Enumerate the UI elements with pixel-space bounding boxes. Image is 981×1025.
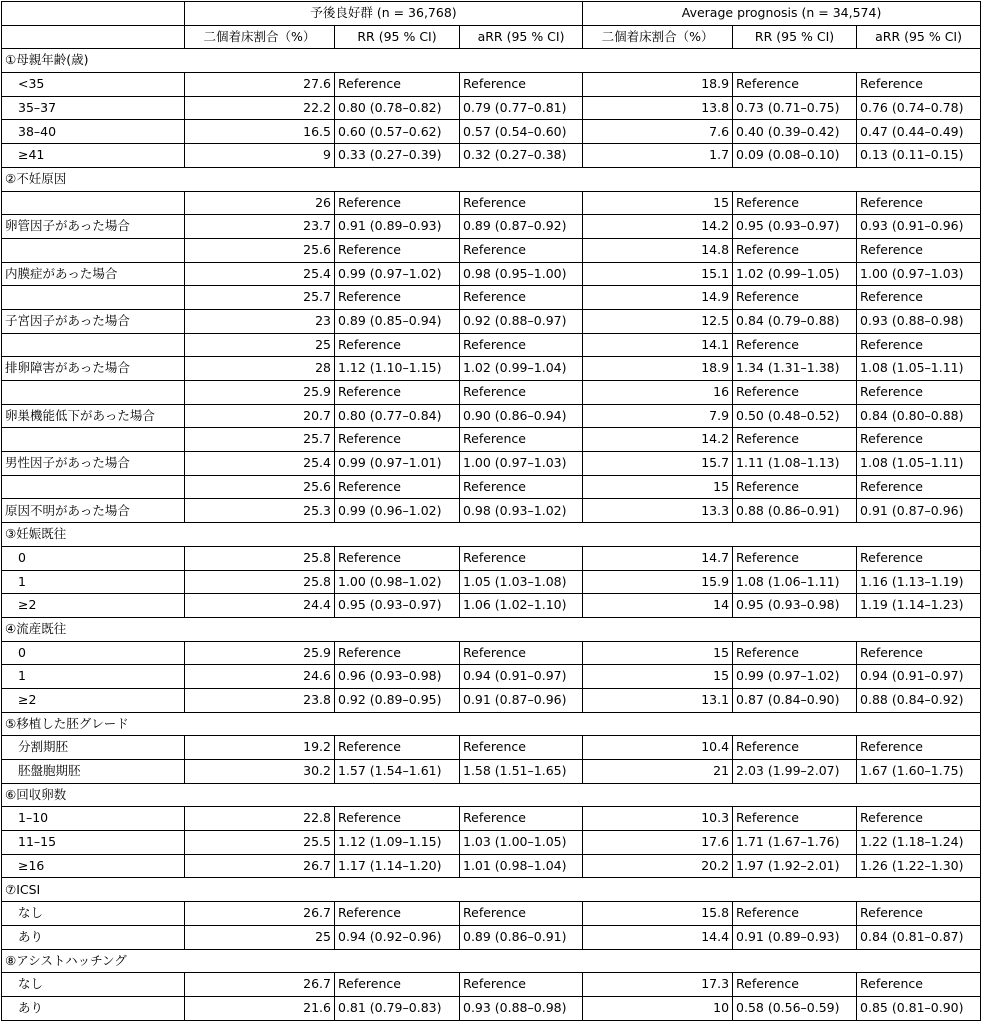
section-header-row (2, 167, 981, 191)
group1-rr-cell: 0.91 (0.89–0.93) (335, 215, 460, 239)
table-row (2, 96, 981, 120)
group1-arr-cell: Reference (460, 807, 583, 831)
table-row (2, 262, 981, 286)
group2-arr-cell: 1.08 (1.05–1.11) (857, 357, 981, 381)
row-label: ≥16 (2, 854, 185, 878)
group1-arr-cell: Reference (460, 73, 583, 97)
group2-title: Average prognosis (n = 34,574) (583, 2, 981, 26)
group2-rate-cell: 14.7 (583, 546, 733, 570)
group1-rr-cell: Reference (335, 428, 460, 452)
group2-arr-cell: Reference (857, 641, 981, 665)
table-row (2, 996, 981, 1020)
table-row (2, 333, 981, 357)
row-label (2, 333, 185, 357)
group1-arr-cell: 0.32 (0.27–0.38) (460, 144, 583, 168)
group1-rate-cell: 23.7 (185, 215, 335, 239)
group2-rr-cell: 0.99 (0.97–1.02) (733, 665, 857, 689)
group1-rr-cell: Reference (335, 736, 460, 760)
table-row (2, 736, 981, 760)
table-row (2, 594, 981, 618)
group2-rr-cell: 1.08 (1.06–1.11) (733, 570, 857, 594)
header-corner-cell (2, 2, 185, 26)
group2-rate-cell: 13.8 (583, 96, 733, 120)
row-label: <35 (2, 73, 185, 97)
table-row (2, 191, 981, 215)
group1-rr-cell: Reference (335, 381, 460, 405)
group2-arr-cell: 1.16 (1.13–1.19) (857, 570, 981, 594)
table-row (2, 546, 981, 570)
group2-arr-cell: Reference (857, 381, 981, 405)
section-header-row (2, 783, 981, 807)
group1-rate-cell: 24.6 (185, 665, 335, 689)
group2-arr-cell: 1.67 (1.60–1.75) (857, 760, 981, 784)
group1-rr-cell: 1.12 (1.10–1.15) (335, 357, 460, 381)
table-row (2, 475, 981, 499)
group2-rr-cell: 0.58 (0.56–0.59) (733, 996, 857, 1020)
group1-rr-cell: Reference (335, 475, 460, 499)
group2-rate-cell: 13.1 (583, 688, 733, 712)
group1-rate-cell: 9 (185, 144, 335, 168)
group2-arr-cell: Reference (857, 428, 981, 452)
group2-rr-cell: Reference (733, 333, 857, 357)
row-label (2, 381, 185, 405)
table-row (2, 286, 981, 310)
row-label: 原因不明があった場合 (2, 499, 185, 523)
group2-arr-cell: 0.76 (0.74–0.78) (857, 96, 981, 120)
group2-rr-cell: 1.71 (1.67–1.76) (733, 831, 857, 855)
group2-rate-cell: 13.3 (583, 499, 733, 523)
group1-rr-cell: Reference (335, 73, 460, 97)
group1-rate-cell: 22.2 (185, 96, 335, 120)
group1-rr-cell: Reference (335, 807, 460, 831)
group1-arr-cell: Reference (460, 428, 583, 452)
table-row (2, 452, 981, 476)
group1-rate-cell: 26 (185, 191, 335, 215)
group2-rr-cell: Reference (733, 807, 857, 831)
section-header-row (2, 49, 981, 73)
group2-arr-cell: 1.19 (1.14–1.23) (857, 594, 981, 618)
group2-arr-cell: Reference (857, 546, 981, 570)
group1-rate-cell: 22.8 (185, 807, 335, 831)
group2-rr-cell: Reference (733, 286, 857, 310)
group2-arr-cell: 1.22 (1.18–1.24) (857, 831, 981, 855)
group1-arr-cell: Reference (460, 333, 583, 357)
group2-rate-cell: 1.7 (583, 144, 733, 168)
group2-rate-cell: 14.8 (583, 238, 733, 262)
group1-rr-cell: Reference (335, 238, 460, 262)
section-title: ③妊娠既往 (2, 523, 981, 547)
group1-arr-cell: Reference (460, 546, 583, 570)
row-label: 38–40 (2, 120, 185, 144)
table-row (2, 831, 981, 855)
group2-rr-cell: 0.09 (0.08–0.10) (733, 144, 857, 168)
row-label: 分割期胚 (2, 736, 185, 760)
group1-rate-cell: 25.8 (185, 546, 335, 570)
group1-arr-header: aRR (95 % CI) (460, 25, 583, 49)
group2-rate-cell: 20.2 (583, 854, 733, 878)
group1-rr-cell: 0.94 (0.92–0.96) (335, 925, 460, 949)
group2-rr-cell: Reference (733, 73, 857, 97)
group2-rr-cell: 1.34 (1.31–1.38) (733, 357, 857, 381)
group2-rate-cell: 14.9 (583, 286, 733, 310)
group2-rr-cell: 0.91 (0.89–0.93) (733, 925, 857, 949)
group2-rr-cell: Reference (733, 428, 857, 452)
group2-rate-cell: 17.3 (583, 973, 733, 997)
group1-arr-cell: 1.58 (1.51–1.65) (460, 760, 583, 784)
group1-rate-cell: 25.9 (185, 641, 335, 665)
table-row (2, 120, 981, 144)
table-row (2, 570, 981, 594)
table-row (2, 381, 981, 405)
group1-rate-cell: 25.6 (185, 475, 335, 499)
row-label: なし (2, 973, 185, 997)
table-row (2, 854, 981, 878)
row-label: あり (2, 996, 185, 1020)
group1-rr-cell: Reference (335, 333, 460, 357)
row-label: ≥2 (2, 594, 185, 618)
table-row (2, 73, 981, 97)
group1-arr-cell: 1.00 (0.97–1.03) (460, 452, 583, 476)
group1-rr-cell: 0.60 (0.57–0.62) (335, 120, 460, 144)
row-label (2, 286, 185, 310)
group2-rate-cell: 18.9 (583, 357, 733, 381)
group1-rate-cell: 25.4 (185, 452, 335, 476)
section-header-row (2, 712, 981, 736)
group2-rate-cell: 14 (583, 594, 733, 618)
section-title: ⑧アシストハッチング (2, 949, 981, 973)
group2-rate-cell: 15.9 (583, 570, 733, 594)
group2-arr-cell: Reference (857, 973, 981, 997)
row-label: あり (2, 925, 185, 949)
group1-arr-cell: 0.94 (0.91–0.97) (460, 665, 583, 689)
table-row (2, 641, 981, 665)
row-label: ≥2 (2, 688, 185, 712)
group2-rate-cell: 14.1 (583, 333, 733, 357)
group1-rate-cell: 25.8 (185, 570, 335, 594)
table-row (2, 665, 981, 689)
group2-rate-cell: 10.4 (583, 736, 733, 760)
group2-arr-cell: 0.84 (0.81–0.87) (857, 925, 981, 949)
group1-arr-cell: Reference (460, 902, 583, 926)
group1-rr-cell: Reference (335, 286, 460, 310)
group2-rate-cell: 15.8 (583, 902, 733, 926)
group1-arr-cell: 1.02 (0.99–1.04) (460, 357, 583, 381)
row-label: 1 (2, 570, 185, 594)
row-label: 胚盤胞期胚 (2, 760, 185, 784)
group1-rate-cell: 27.6 (185, 73, 335, 97)
group2-arr-cell: 0.94 (0.91–0.97) (857, 665, 981, 689)
section-title: ①母親年齢(歳) (2, 49, 981, 73)
group1-arr-cell: 0.89 (0.87–0.92) (460, 215, 583, 239)
group2-rate-cell: 14.2 (583, 428, 733, 452)
group2-arr-cell: 0.13 (0.11–0.15) (857, 144, 981, 168)
table-body (2, 49, 981, 1020)
group1-rr-cell: 1.17 (1.14–1.20) (335, 854, 460, 878)
row-label (2, 238, 185, 262)
group2-rate-cell: 10 (583, 996, 733, 1020)
section-header-row (2, 523, 981, 547)
group2-rr-cell: 0.84 (0.79–0.88) (733, 309, 857, 333)
group2-rate-cell: 15.1 (583, 262, 733, 286)
group2-rate-cell: 10.3 (583, 807, 733, 831)
group1-rate-cell: 25.7 (185, 286, 335, 310)
group2-arr-cell: 1.08 (1.05–1.11) (857, 452, 981, 476)
group2-rr-cell: Reference (733, 238, 857, 262)
group1-arr-cell: Reference (460, 641, 583, 665)
group1-rr-cell: 0.81 (0.79–0.83) (335, 996, 460, 1020)
group1-rate-cell: 25 (185, 925, 335, 949)
group1-rr-cell: 0.80 (0.78–0.82) (335, 96, 460, 120)
group1-rr-cell: 0.99 (0.97–1.01) (335, 452, 460, 476)
group2-arr-cell: 0.93 (0.91–0.96) (857, 215, 981, 239)
table-row (2, 973, 981, 997)
group1-rate-cell: 23.8 (185, 688, 335, 712)
group2-rate-cell: 15 (583, 191, 733, 215)
table-row (2, 428, 981, 452)
group2-arr-header: aRR (95 % CI) (857, 25, 981, 49)
section-header-row (2, 949, 981, 973)
group1-rr-cell: Reference (335, 973, 460, 997)
group1-arr-cell: 0.57 (0.54–0.60) (460, 120, 583, 144)
group2-rate-cell: 15.7 (583, 452, 733, 476)
group2-rate-cell: 18.9 (583, 73, 733, 97)
group2-arr-cell: 1.26 (1.22–1.30) (857, 854, 981, 878)
group1-rate-cell: 26.7 (185, 973, 335, 997)
group1-arr-cell: 1.03 (1.00–1.05) (460, 831, 583, 855)
group1-rr-cell: Reference (335, 902, 460, 926)
group1-rr-cell: 0.99 (0.97–1.02) (335, 262, 460, 286)
row-label: 1 (2, 665, 185, 689)
table-row (2, 238, 981, 262)
group1-arr-cell: 1.05 (1.03–1.08) (460, 570, 583, 594)
group1-arr-cell: 0.79 (0.77–0.81) (460, 96, 583, 120)
group2-rate-cell: 15 (583, 665, 733, 689)
group2-rate-cell: 15 (583, 641, 733, 665)
group1-rate-cell: 24.4 (185, 594, 335, 618)
group2-rr-cell: 2.03 (1.99–2.07) (733, 760, 857, 784)
table-row (2, 404, 981, 428)
table-row (2, 499, 981, 523)
group1-arr-cell: Reference (460, 973, 583, 997)
group2-arr-cell: 0.47 (0.44–0.49) (857, 120, 981, 144)
table-row (2, 144, 981, 168)
group2-rr-cell: Reference (733, 641, 857, 665)
row-label: 卵管因子があった場合 (2, 215, 185, 239)
group1-arr-cell: 1.01 (0.98–1.04) (460, 854, 583, 878)
table-row (2, 357, 981, 381)
group1-arr-cell: 1.06 (1.02–1.10) (460, 594, 583, 618)
group1-arr-cell: Reference (460, 381, 583, 405)
group2-arr-cell: 1.00 (0.97–1.03) (857, 262, 981, 286)
group1-rr-cell: 0.99 (0.96–1.02) (335, 499, 460, 523)
group2-rate-cell: 21 (583, 760, 733, 784)
group1-arr-cell: Reference (460, 736, 583, 760)
table-row (2, 902, 981, 926)
group1-rate-cell: 25.4 (185, 262, 335, 286)
group1-rate-cell: 26.7 (185, 902, 335, 926)
group1-rate-cell: 25.5 (185, 831, 335, 855)
group-header-row (2, 2, 981, 26)
group2-rate-cell: 16 (583, 381, 733, 405)
group1-rr-cell: 1.57 (1.54–1.61) (335, 760, 460, 784)
group2-rr-cell: 1.97 (1.92–2.01) (733, 854, 857, 878)
group1-arr-cell: 0.98 (0.93–1.02) (460, 499, 583, 523)
group1-rr-header: RR (95 % CI) (335, 25, 460, 49)
group2-arr-cell: Reference (857, 807, 981, 831)
group1-title: 予後良好群 (n = 36,768) (185, 2, 583, 26)
section-title: ⑥回収卵数 (2, 783, 981, 807)
group2-arr-cell: Reference (857, 333, 981, 357)
group2-rr-cell: 0.50 (0.48–0.52) (733, 404, 857, 428)
group2-arr-cell: 0.93 (0.88–0.98) (857, 309, 981, 333)
group2-rr-cell: Reference (733, 902, 857, 926)
group2-arr-cell: Reference (857, 902, 981, 926)
table-row (2, 925, 981, 949)
row-label: 子宮因子があった場合 (2, 309, 185, 333)
group2-rate-cell: 7.6 (583, 120, 733, 144)
group2-rr-cell: Reference (733, 546, 857, 570)
table-row (2, 760, 981, 784)
group1-arr-cell: 0.92 (0.88–0.97) (460, 309, 583, 333)
group2-arr-cell: Reference (857, 475, 981, 499)
row-label: ≥41 (2, 144, 185, 168)
row-label: 排卵障害があった場合 (2, 357, 185, 381)
group2-rr-cell: 0.88 (0.86–0.91) (733, 499, 857, 523)
group2-rr-cell: 1.11 (1.08–1.13) (733, 452, 857, 476)
group2-arr-cell: 0.85 (0.81–0.90) (857, 996, 981, 1020)
group2-rate-cell: 7.9 (583, 404, 733, 428)
group1-rate-cell: 21.6 (185, 996, 335, 1020)
group2-arr-cell: Reference (857, 238, 981, 262)
group2-rr-header: RR (95 % CI) (733, 25, 857, 49)
group1-rate-cell: 25.3 (185, 499, 335, 523)
group1-rr-cell: 0.95 (0.93–0.97) (335, 594, 460, 618)
group2-rr-cell: Reference (733, 475, 857, 499)
group1-arr-cell: Reference (460, 475, 583, 499)
group1-rr-cell: Reference (335, 546, 460, 570)
group2-rr-cell: Reference (733, 736, 857, 760)
group1-arr-cell: Reference (460, 238, 583, 262)
group1-arr-cell: 0.91 (0.87–0.96) (460, 688, 583, 712)
row-label: 11–15 (2, 831, 185, 855)
group2-rr-cell: Reference (733, 973, 857, 997)
group1-rr-cell: 0.89 (0.85–0.94) (335, 309, 460, 333)
section-header-row (2, 878, 981, 902)
group1-rr-cell: Reference (335, 641, 460, 665)
table-row (2, 215, 981, 239)
group2-rr-cell: 0.73 (0.71–0.75) (733, 96, 857, 120)
group2-rr-cell: 0.95 (0.93–0.97) (733, 215, 857, 239)
row-label (2, 191, 185, 215)
column-header-row (2, 25, 981, 49)
table-row (2, 309, 981, 333)
group1-rr-cell: 0.92 (0.89–0.95) (335, 688, 460, 712)
row-label: 1–10 (2, 807, 185, 831)
group1-rr-cell: 0.96 (0.93–0.98) (335, 665, 460, 689)
group1-rate-cell: 19.2 (185, 736, 335, 760)
section-title: ②不妊原因 (2, 167, 981, 191)
row-label: 0 (2, 546, 185, 570)
group1-rate-cell: 25.9 (185, 381, 335, 405)
group1-arr-cell: Reference (460, 286, 583, 310)
group1-rate-cell: 25.7 (185, 428, 335, 452)
row-label: なし (2, 902, 185, 926)
group1-rr-cell: 0.80 (0.77–0.84) (335, 404, 460, 428)
section-title: ⑦ICSI (2, 878, 981, 902)
group2-arr-cell: Reference (857, 191, 981, 215)
group1-rate-cell: 28 (185, 357, 335, 381)
group2-rate-header: 二個着床割合（%） (583, 25, 733, 49)
group1-rate-cell: 25.6 (185, 238, 335, 262)
group1-rate-cell: 26.7 (185, 854, 335, 878)
group2-rate-cell: 14.4 (583, 925, 733, 949)
group1-rate-cell: 30.2 (185, 760, 335, 784)
group1-rr-cell: 0.33 (0.27–0.39) (335, 144, 460, 168)
section-header-row (2, 617, 981, 641)
row-label: 0 (2, 641, 185, 665)
group1-arr-cell: Reference (460, 191, 583, 215)
group1-rr-cell: Reference (335, 191, 460, 215)
table-row (2, 688, 981, 712)
group2-rate-cell: 17.6 (583, 831, 733, 855)
row-label: 35–37 (2, 96, 185, 120)
group1-arr-cell: 0.98 (0.95–1.00) (460, 262, 583, 286)
group2-rr-cell: 1.02 (0.99–1.05) (733, 262, 857, 286)
group1-rate-cell: 23 (185, 309, 335, 333)
group2-arr-cell: Reference (857, 73, 981, 97)
group1-rr-cell: 1.00 (0.98–1.02) (335, 570, 460, 594)
group2-rate-cell: 12.5 (583, 309, 733, 333)
row-label: 内膜症があった場合 (2, 262, 185, 286)
group1-rr-cell: 1.12 (1.09–1.15) (335, 831, 460, 855)
group2-rr-cell: 0.40 (0.39–0.42) (733, 120, 857, 144)
group2-rate-cell: 14.2 (583, 215, 733, 239)
header-label-cell (2, 25, 185, 49)
group2-arr-cell: 0.91 (0.87–0.96) (857, 499, 981, 523)
group1-rate-header: 二個着床割合（%） (185, 25, 335, 49)
group1-rate-cell: 25 (185, 333, 335, 357)
group2-arr-cell: 0.88 (0.84–0.92) (857, 688, 981, 712)
row-label: 男性因子があった場合 (2, 452, 185, 476)
section-title: ⑤移植した胚グレード (2, 712, 981, 736)
group1-arr-cell: 0.93 (0.88–0.98) (460, 996, 583, 1020)
group2-rate-cell: 15 (583, 475, 733, 499)
section-title: ④流産既往 (2, 617, 981, 641)
group2-arr-cell: Reference (857, 286, 981, 310)
row-label (2, 475, 185, 499)
group1-arr-cell: 0.90 (0.86–0.94) (460, 404, 583, 428)
group2-rr-cell: Reference (733, 191, 857, 215)
group1-arr-cell: 0.89 (0.86–0.91) (460, 925, 583, 949)
table-row (2, 807, 981, 831)
group2-rr-cell: 0.87 (0.84–0.90) (733, 688, 857, 712)
group2-arr-cell: 0.84 (0.80–0.88) (857, 404, 981, 428)
group2-rr-cell: Reference (733, 381, 857, 405)
group2-arr-cell: Reference (857, 736, 981, 760)
group1-rate-cell: 20.7 (185, 404, 335, 428)
row-label (2, 428, 185, 452)
group2-rr-cell: 0.95 (0.93–0.98) (733, 594, 857, 618)
results-table (1, 1, 981, 1021)
row-label: 卵巣機能低下があった場合 (2, 404, 185, 428)
group1-rate-cell: 16.5 (185, 120, 335, 144)
